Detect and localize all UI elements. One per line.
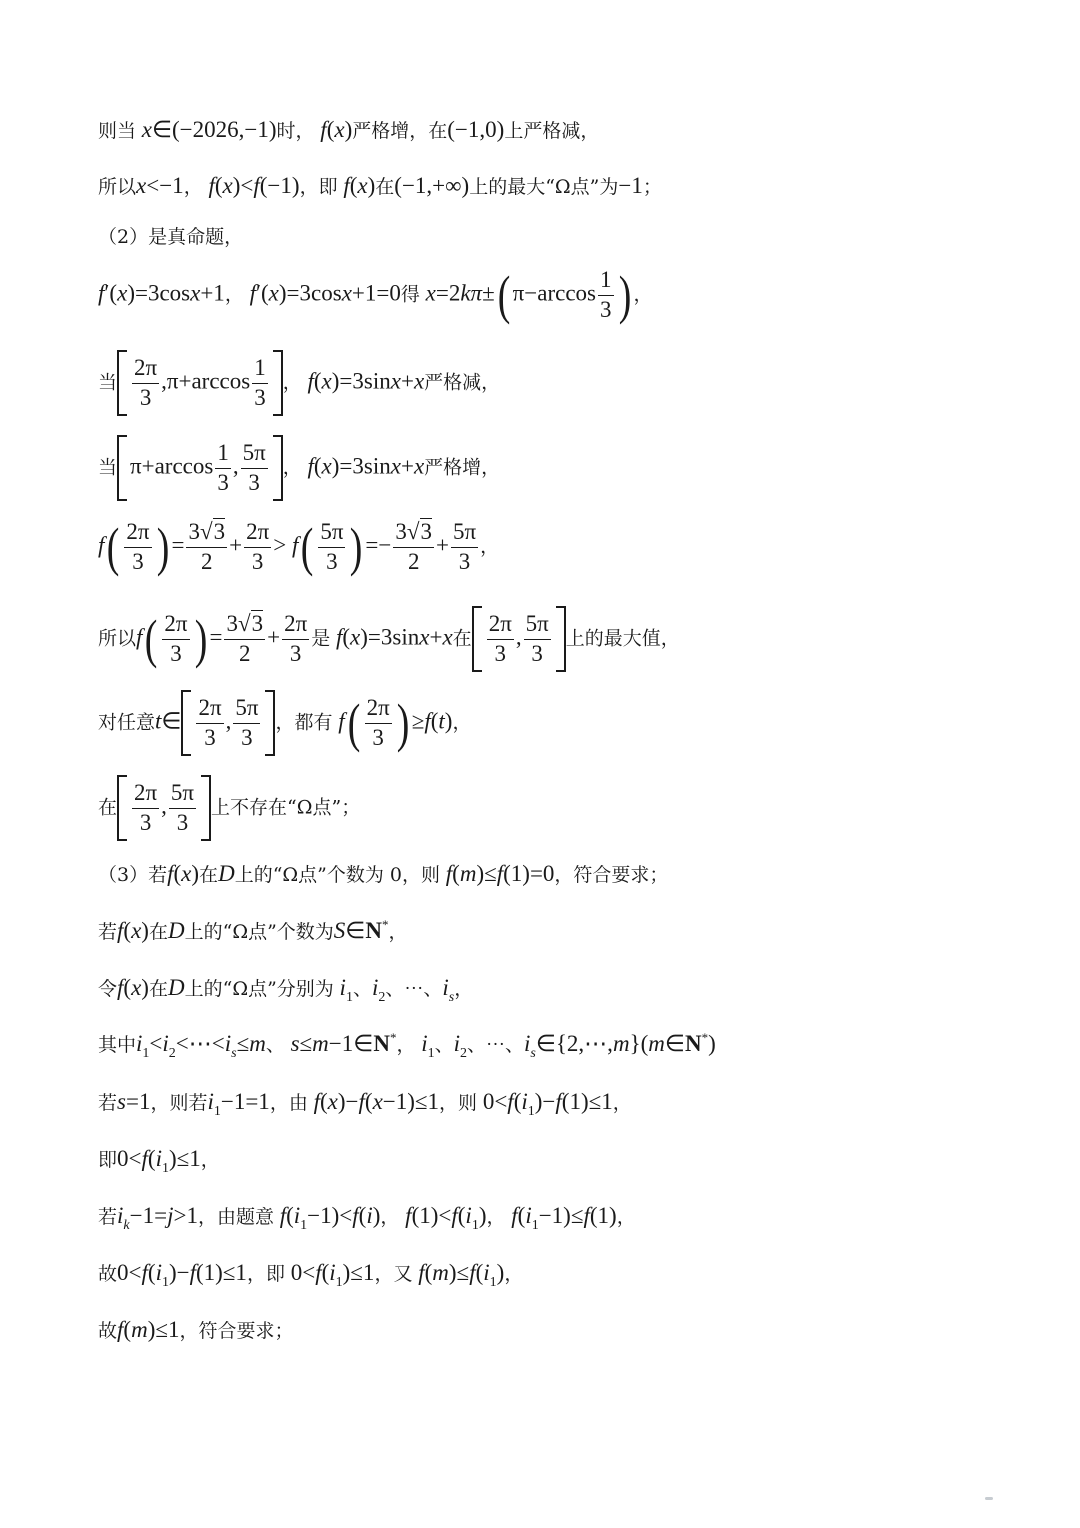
text-line-13: 其中$i_1<i_2<\cdots<i_s\le m$、 s≤m−1∈N*， $i_1$、$i_2$、⋯、$i_s\in\{2,\cdots,m\}(m\in N^*)$ bbox=[98, 1030, 716, 1061]
text-line-2: （2）是真命题， bbox=[98, 226, 244, 248]
text-line-7: 所以f( $\frac{2\pi}{3}$ ) = $\frac{3√3}{2}$ + $\frac{2\pi}{3}$ 是 f(x)=3sinx+x在 $\frac{2\pi}{3}$ , $\frac{5\pi}{3}$ 上的最大值， bbox=[98, 606, 680, 672]
text-line-9: 在 $\frac{2\pi}{3}$ , $\frac{5\pi}{3}$ 上不存在“Ω点”； bbox=[98, 775, 360, 841]
text-line-4: 当 $\frac{2\pi}{3}$ ,π+arccos $\frac{1}{3}$ ， f(x)=3sinx+x严格减， bbox=[98, 350, 500, 416]
text-line-5: 当 π+arccos $\frac{1}{3}$ , $\frac{5\pi}{3}$ ， f(x)=3sinx+x严格增， bbox=[98, 435, 500, 501]
text-line-16: 若$i_k-1=j>1$，由题意 $f(i_1-1)<f(i)$， $f(1)<f(i_1)$， $f(i_1-1)\le f(1)$， bbox=[98, 1203, 636, 1233]
text-line-17: 故$0<f(i_1)-f(1)\le 1$，即 $0<f(i_1)\le 1$，又 $f(m)\le f(i_1)$， bbox=[98, 1260, 524, 1290]
text-line-15: 即$0<f(i_1)\le 1$， bbox=[98, 1146, 220, 1176]
text-line-8: 对任意t∈ $\frac{2\pi}{3}$ , $\frac{5\pi}{3}$ ，都有 f( $\frac{2\pi}{3}$ ) ≥f(t)， bbox=[98, 690, 471, 756]
text-line-6: f( $\frac{2\pi}{3}$ ) = $\frac{3√3}{2}$ + $\frac{2\pi}{3}$ > f( $\frac{5\pi}{3}$ ) =− $\frac{3√3}{2}$ + $\frac{5\pi}{3}$ ， bbox=[98, 517, 500, 577]
page-marker bbox=[985, 1497, 993, 1500]
text-line-0: 则当 x∈(−2026,−1)时， f(x)严格增，在(−1,0)上严格减， bbox=[98, 117, 600, 142]
text-line-11: 若f(x)在D上的“Ω点”个数为S∈N*， bbox=[98, 917, 408, 943]
text-line-1: 所以x<−1， f(x)<f(−1)，即 f(x)在(−1,+∞)上的最大“Ω点”为−1； bbox=[98, 173, 662, 198]
text-line-12: 令f(x)在D上的“Ω点”分别为 $i_1$、$i_2$、⋯、$i_s$， bbox=[98, 975, 474, 1005]
text-line-18: 故f(m)≤1，符合要求； bbox=[98, 1317, 294, 1342]
text-line-3: f′(x)=3cosx+1， f′(x)=3cosx+1=0得 x=2kπ±( π−arccos $\frac{1}{3}$ ) ， bbox=[98, 265, 653, 325]
text-line-10: （3）若f(x)在D上的“Ω点”个数为 0，则 f(m)≤f(1)=0，符合要求； bbox=[98, 861, 669, 886]
text-line-14: 若s=1，则若$i_1-1=1$，由 f(x)−f(x−1)≤1，则 $0<f(i_1)-f(1)\le 1$， bbox=[98, 1089, 632, 1119]
